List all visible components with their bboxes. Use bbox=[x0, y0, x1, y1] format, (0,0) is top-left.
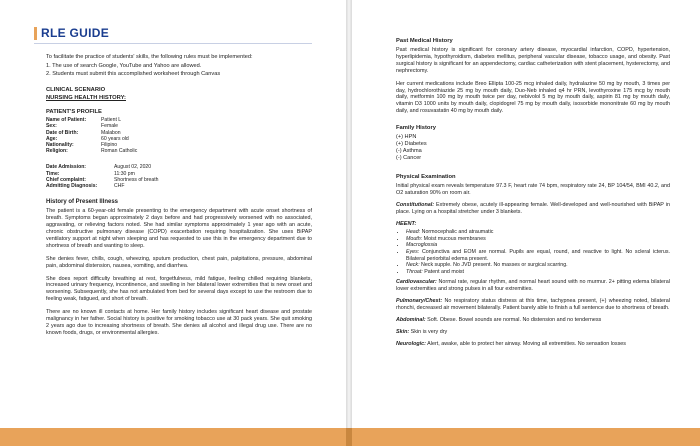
admission-row bbox=[46, 183, 312, 189]
heent-item bbox=[406, 242, 670, 249]
heent-item bbox=[406, 269, 670, 276]
heent-item bbox=[406, 229, 670, 236]
neurologic-finding bbox=[396, 341, 670, 348]
admission-label: Date Admission: bbox=[46, 164, 87, 171]
title-divider bbox=[34, 43, 312, 44]
abdominal-label: Abdominal: bbox=[396, 316, 426, 323]
instructions-list bbox=[46, 63, 312, 78]
cardiovascular-text: Normal rate, regular rhythm, and normal heart sound with no murmur. 2+ pitting edema bilateral lower extremities and strong pulses in all four extremities. bbox=[396, 279, 670, 293]
admission-value: Shortness of breath bbox=[114, 176, 159, 183]
footer-bar bbox=[0, 428, 700, 446]
constitutional-text: Extremely obese, acutely ill-appearing female. Well-developed and well-nourished with BiPAP in place. Lying on a hospital stretcher under 3 blankets. bbox=[396, 201, 670, 215]
heent-item-text: Patent and moist bbox=[422, 268, 465, 275]
profile-value: Female bbox=[101, 123, 118, 130]
family-history-item: (-) Cancer bbox=[396, 155, 422, 162]
profile-value: Filipino bbox=[101, 142, 118, 149]
admission-label: Time: bbox=[46, 170, 60, 177]
pulmonary-finding bbox=[396, 298, 670, 312]
nursing-health-history-heading: NURSING HEALTH HISTORY: bbox=[46, 95, 126, 102]
history-paragraph: There are no known ill contacts at home. Her family history includes significant heart disease and prostate malignancy in her father. Social history is positive for smoking tobacco use at 30 pack years. She quit smoking 2 years ago due to increasing shortness of breath. She denies all alcohol and illegal drug use. There are no known foods, drugs, or environmental allergies. bbox=[46, 309, 312, 336]
family-history-heading: Family History bbox=[396, 125, 436, 132]
instruction-item: 1. The use of search Google, YouTube and Yahoo are allowed. bbox=[46, 63, 202, 70]
profile-value: Roman Catholic bbox=[101, 148, 138, 155]
history-paragraph: She does report difficulty breathing at rest, forgetfulness, mild fatigue, feeling chilled requiring blankets, increased urinary frequency, incontinence, and swelling in her bilateral lower extremities that is new onset and worsening. Subsequently, she has not ambulated from bed for several days except to use the restroom due to feeling weak, fatigued, and short of breath. bbox=[46, 275, 312, 303]
admission-info bbox=[46, 164, 312, 189]
heent-item-label: Head: bbox=[406, 229, 421, 236]
family-history-item: (+) HPN bbox=[396, 134, 417, 141]
family-history-list bbox=[396, 134, 670, 162]
profile-label: Age: bbox=[46, 135, 58, 142]
family-history-item: (+) Diabetes bbox=[396, 141, 427, 148]
admission-label: Admitting Diagnosis: bbox=[46, 183, 98, 190]
skin-finding bbox=[396, 329, 670, 336]
profile-value: Malabon bbox=[101, 129, 121, 136]
admission-value: 11:30 pm bbox=[114, 170, 135, 177]
physical-exam-intro: Initial physical exam reveals temperature 97.3 F, heart rate 74 bpm, respiratory rate 24, BP 104/54, BMI 40.2, and O2 saturation 90% on room air. bbox=[396, 183, 670, 197]
cardiovascular-label: Cardiovascular: bbox=[396, 279, 437, 286]
profile-label: Nationality: bbox=[46, 142, 74, 149]
abdominal-text: Soft. Obese. Bowel sounds are normal. No distension and no tenderness bbox=[425, 316, 602, 323]
constitutional-finding bbox=[396, 202, 670, 216]
instructions-intro: To facilitate the practice of students' skills, the following rules must be implemented: bbox=[46, 54, 253, 60]
profile-value: 60 years old bbox=[101, 135, 129, 142]
pulmonary-text: No respiratory status distress at this time, tachypnea present, (+) wheezing noted, bilateral rhonchi, decreased air movement bilaterally. Patient barely able to finish a full sentence due to shortness of breath. bbox=[396, 298, 670, 312]
history-paragraph: She denies fever, chills, cough, wheezing, sputum production, chest pain, palpitations, pressure, abdominal pain, abdominal distension, nausea, vomiting, and diarrhea. bbox=[46, 255, 312, 269]
heent-item-label: Macroglossia bbox=[406, 242, 438, 249]
pulmonary-label: Pulmonary/Chest: bbox=[396, 298, 443, 305]
neurologic-label: Neurologic: bbox=[396, 340, 426, 347]
family-history-item: (-) Asthma bbox=[396, 148, 422, 155]
admission-label: Chief complaint: bbox=[46, 176, 86, 183]
history-heading: History of Present Illness bbox=[46, 199, 119, 206]
constitutional-label: Constitutional: bbox=[396, 201, 435, 208]
instructions bbox=[46, 54, 312, 78]
admission-value: CHF bbox=[114, 183, 125, 190]
heent-item bbox=[406, 249, 670, 262]
heent-item-label: Mouth: bbox=[406, 235, 423, 242]
heent-label: HEENT: bbox=[396, 220, 417, 227]
profile-label: Religion: bbox=[46, 148, 68, 155]
heent-item-label: Neck: bbox=[406, 262, 420, 269]
heent-item-text: Moist mucous membranes bbox=[422, 235, 486, 242]
history-paragraph: The patient is a 60-year-old female presenting to the emergency department with acute onset shortness of breath. Symptoms began approximately 2 days before and had progressively worsened with no associated, aggravating, or relieving factors noted. She had similar symptoms approximately 1 year ago with an acute, chronic obstructive pulmonary disease (COPD) exacerbation requiring hospitalization. She uses BiPAP ventilatory support at night when sleeping and has requested to use this in the emergency department due to shortness of breath and wanting to sleep. bbox=[46, 208, 312, 249]
guide-title bbox=[34, 26, 312, 40]
profile-label: Date of Birth: bbox=[46, 129, 79, 136]
instruction-item: 2. Students must submit this accomplished worksheet through Canvas bbox=[46, 70, 221, 77]
heent-item-label: Throat: bbox=[406, 268, 423, 275]
admission-value: August 02, 2020 bbox=[114, 164, 152, 171]
neurologic-text: Alert, awake, able to protect her airway. Moving all extremities. No sensation losses bbox=[425, 340, 626, 347]
title-accent-bar bbox=[34, 27, 37, 40]
profile-row bbox=[46, 148, 312, 154]
past-medical-paragraph: Past medical history is significant for coronary artery disease, myocardial infarction, COPD, hypertension, hyperlipidemia, hypothyroidism, diabetes mellitus, peripheral vascular disease, tobacco usage, and obesity. Past surgical history is significant for an appendectomy, cardiac catheterization with stent placement, hysterectomy, and nephrectomy. bbox=[396, 47, 670, 74]
physical-exam bbox=[396, 174, 670, 348]
profile-label: Sex: bbox=[46, 123, 57, 130]
heent-item-text: Neck supple. No JVD present. No masses or surgical scarring. bbox=[419, 262, 568, 269]
left-page bbox=[0, 0, 346, 428]
medications-paragraph: Her current medications include Breo Ellipta 100-25 mcg inhaled daily, hydralazine 50 mg by mouth, 3 times per day, hydrochlorothiazide 25 mg by mouth daily, Duo-Neb inhaled q4 hr PRN, levothyroxine 175 mcg by mouth daily, metformin 100 mg by mouth twice per day, nebivolol 5 mg by mouth daily, aspirin 81 mg by mouth daily, vitamin D3 1000 units by mouth daily, clopidogrel 75 mg by mouth daily, isosorbide mononitrate 60 mg by mouth daily, and rosuvastatin 40 mg by mouth daily. bbox=[396, 80, 670, 115]
profile-label: Name of Patient: bbox=[46, 117, 87, 124]
heent-item bbox=[406, 262, 670, 269]
skin-text: Skin is very dry bbox=[409, 328, 448, 335]
skin-label: Skin: bbox=[396, 328, 410, 335]
heent-item-text: Conjunctiva and EOM are normal. Pupils are equal, round, and reactive to light. No scleral icterus. Bilateral periorbital edema present. bbox=[406, 248, 670, 262]
cardiovascular-finding bbox=[396, 279, 670, 293]
abdominal-finding bbox=[396, 317, 670, 324]
heent-list bbox=[396, 229, 670, 275]
clinical-scenario-heading: CLINICAL SCENARIO bbox=[46, 87, 106, 94]
patient-profile bbox=[46, 109, 312, 154]
footer-divider bbox=[346, 428, 352, 446]
heent-item bbox=[406, 236, 670, 243]
physical-exam-heading: Physical Examination bbox=[396, 174, 456, 181]
guide-title-text: RLE GUIDE bbox=[41, 26, 110, 40]
patient-profile-heading: PATIENT'S PROFILE bbox=[46, 109, 102, 116]
profile-value: Patient L bbox=[101, 117, 122, 124]
heent-item-label: Eyes: bbox=[406, 248, 420, 255]
right-page bbox=[352, 0, 700, 428]
heent-item-text: Normocephalic and atraumatic bbox=[420, 229, 494, 236]
past-medical-heading: Past Medical History bbox=[396, 38, 453, 44]
